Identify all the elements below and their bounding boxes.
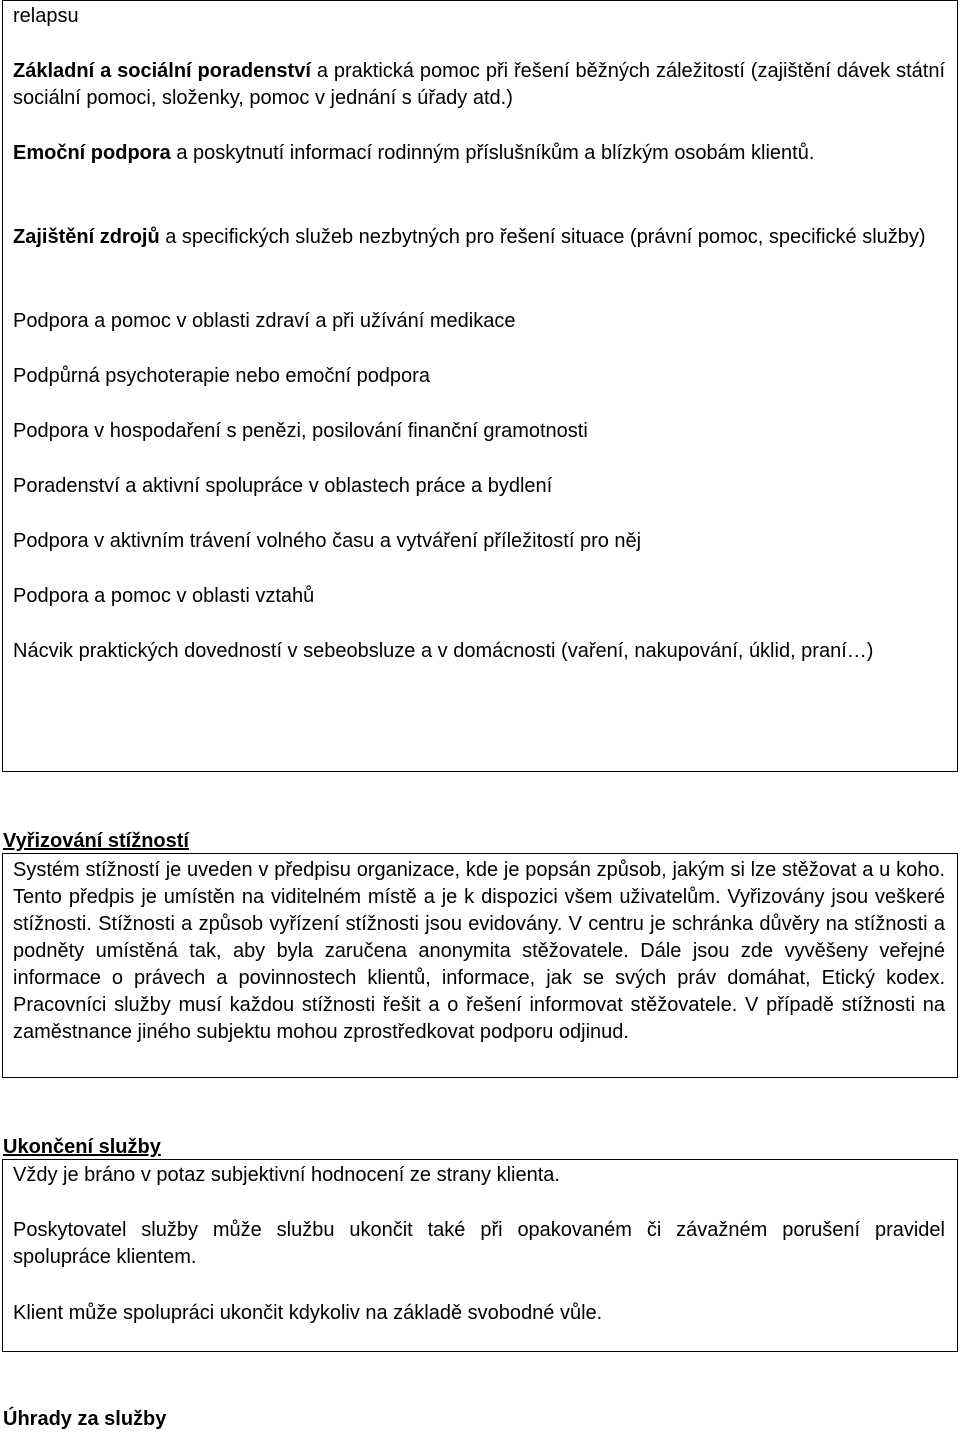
termination-paragraph: Vždy je bráno v potaz subjektivní hodnocení ze strany klienta. xyxy=(13,1164,560,1186)
paragraph-resources xyxy=(13,224,945,251)
service-item: Podpora v hospodaření s penězi, posilování finanční gramotnosti xyxy=(13,420,588,442)
service-item: Podpora a pomoc v oblasti zdraví a při užívání medikace xyxy=(13,310,516,332)
termination-paragraph: Klient může spolupráci ukončit kdykoliv na základě svobodné vůle. xyxy=(13,1302,603,1324)
paragraph-rest: a praktická pomoc při řešení běžných záležitostí (zajištění dávek státní sociální pomoci, složenky, pomoc v jednání s úřady atd.) xyxy=(13,60,945,109)
paragraph-rest: a poskytnutí informací rodinným příslušníkům a blízkým osobám klientů. xyxy=(170,142,815,164)
termination-heading: Ukončení služby xyxy=(3,1136,161,1158)
paragraph-emotional-support xyxy=(13,140,945,167)
service-item: Podpora a pomoc v oblasti vztahů xyxy=(13,585,315,607)
paragraph-basic-counseling xyxy=(13,58,945,112)
complaints-heading: Vyřizování stížností xyxy=(3,830,189,852)
service-item: Podpůrná psychoterapie nebo emoční podpora xyxy=(13,365,430,387)
termination-paragraph: Poskytovatel služby může službu ukončit také při opakovaném či závažném porušení pravidel spolupráce klientem. xyxy=(13,1219,945,1268)
bold-lead: Zajištění zdrojů xyxy=(13,226,160,248)
service-item: Poradenství a aktivní spolupráce v oblastech práce a bydlení xyxy=(13,475,553,497)
bold-lead: Emoční podpora xyxy=(13,142,171,164)
payments-heading: Úhrady za služby xyxy=(3,1408,167,1430)
paragraph-rest: a specifických služeb nezbytných pro řešení situace (právní pomoc, specifické služby) xyxy=(159,226,926,248)
text-line-relapsu: relapsu xyxy=(13,5,79,27)
service-item: Podpora v aktivním trávení volného času a vytváření příležitostí pro něj xyxy=(13,530,642,552)
bold-lead: Základní a sociální poradenství xyxy=(13,60,311,82)
complaints-text: Systém stížností je uveden v předpisu organizace, kde je popsán způsob, jakým si lze stěžovat a u koho. Tento předpis je umístěn na viditelném místě a je k dispozici všem uživatelům. Vyřizovány jsou veškeré stížnosti. Stížnosti a způsob vyřízení stížnosti jsou evidovány. V centru je schránka důvěry na stížnosti a podněty umístěná tak, aby byla zaručena anonymita stěžovatele. Dále jsou zde vyvěšeny veřejné informace o právech a povinnostech klientů, informace, jak se svých práv domáhat, Etický kodex. Pracovníci služby musí každou stížnosti řešit a o řešení informovat stěžovatele. V případě stížnosti na zaměstnance jiného subjektu mohou zprostředkovat podporu odjinud. xyxy=(13,859,945,1043)
paragraph-practical-skills: Nácvik praktických dovedností v sebeobsluze a v domácnosti (vaření, nakupování, úklid, praní…) xyxy=(13,640,874,662)
